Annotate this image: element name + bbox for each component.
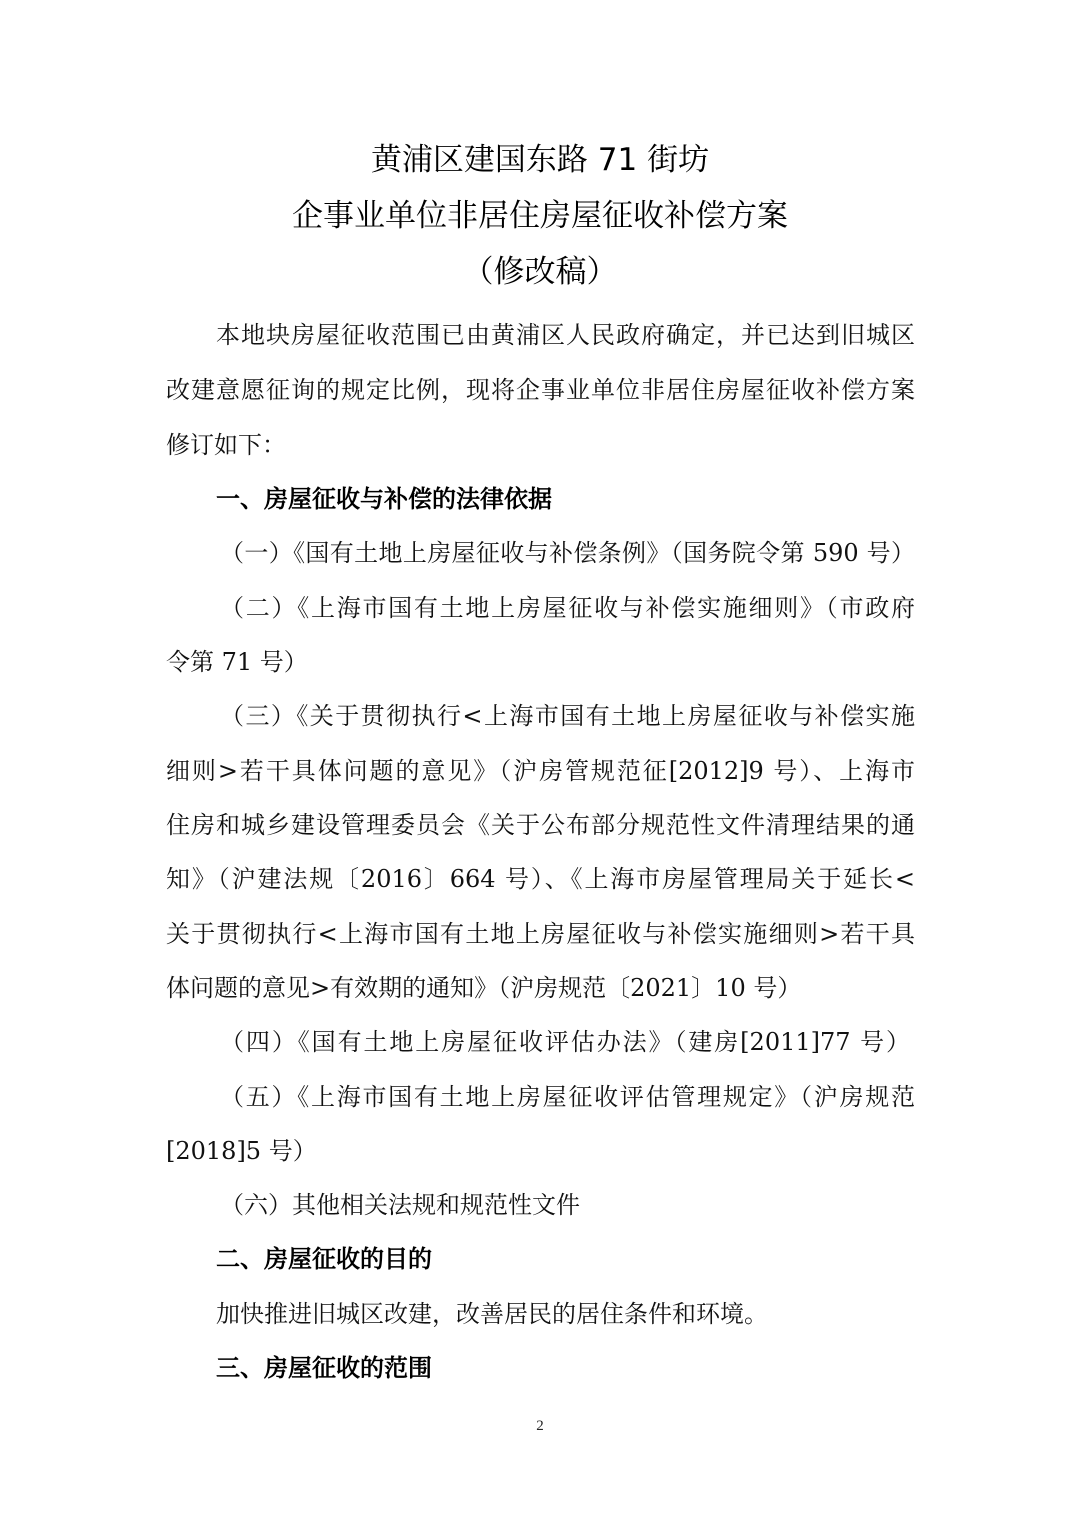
legal-basis-item-3-line-2: 细则>若干具体问题的意见》（沪房管规范征[2012]9 号）、上海市 xyxy=(166,757,915,785)
legal-basis-item-6: （六）其他相关法规和规范性文件 xyxy=(220,1191,580,1219)
section-3-heading: 三、房屋征收的范围 xyxy=(216,1354,432,1382)
title-line-2: 企事业单位非居住房屋征收补偿方案 xyxy=(292,198,788,234)
legal-basis-item-2-line-2: 令第 71 号） xyxy=(166,648,308,676)
legal-basis-item-3-line-4: 知》（沪建法规〔2016〕664 号）、《上海市房屋管理局关于延长< xyxy=(166,865,915,893)
title-line-1: 黄浦区建国东路 71 街坊 xyxy=(370,142,710,178)
title-line-3: （修改稿） xyxy=(462,254,618,290)
section-2-body: 加快推进旧城区改建，改善居民的居住条件和环境。 xyxy=(216,1300,768,1328)
section-1-heading: 一、房屋征收与补偿的法律依据 xyxy=(216,485,552,513)
intro-line-3: 修订如下： xyxy=(166,431,286,459)
legal-basis-item-1: （一）《国有土地上房屋征收与补偿条例》（国务院令第 590 号） xyxy=(220,539,915,567)
legal-basis-item-5-line-2: [2018]5 号） xyxy=(166,1137,317,1165)
legal-basis-item-3-line-6: 体问题的意见>有效期的通知》（沪房规范〔2021〕10 号） xyxy=(166,974,802,1002)
section-2-heading: 二、房屋征收的目的 xyxy=(216,1245,432,1273)
legal-basis-item-5-line-1: （五）《上海市国有土地上房屋征收评估管理规定》（沪房规范 xyxy=(220,1083,915,1111)
legal-basis-item-4: （四）《国有土地上房屋征收评估办法》（建房[2011]77 号） xyxy=(220,1028,910,1056)
page-number: 2 xyxy=(536,1418,544,1434)
legal-basis-item-3-line-3: 住房和城乡建设管理委员会《关于公布部分规范性文件清理结果的通 xyxy=(166,811,915,839)
intro-line-2: 改建意愿征询的规定比例，现将企事业单位非居住房屋征收补偿方案 xyxy=(166,376,915,404)
legal-basis-item-2-line-1: （二）《上海市国有土地上房屋征收与补偿实施细则》（市政府 xyxy=(220,594,915,622)
legal-basis-item-3-line-5: 关于贯彻执行<上海市国有土地上房屋征收与补偿实施细则>若干具 xyxy=(166,920,915,948)
intro-line-1: 本地块房屋征收范围已由黄浦区人民政府确定，并已达到旧城区 xyxy=(216,321,915,349)
legal-basis-item-3-line-1: （三）《关于贯彻执行<上海市国有土地上房屋征收与补偿实施 xyxy=(220,702,915,730)
